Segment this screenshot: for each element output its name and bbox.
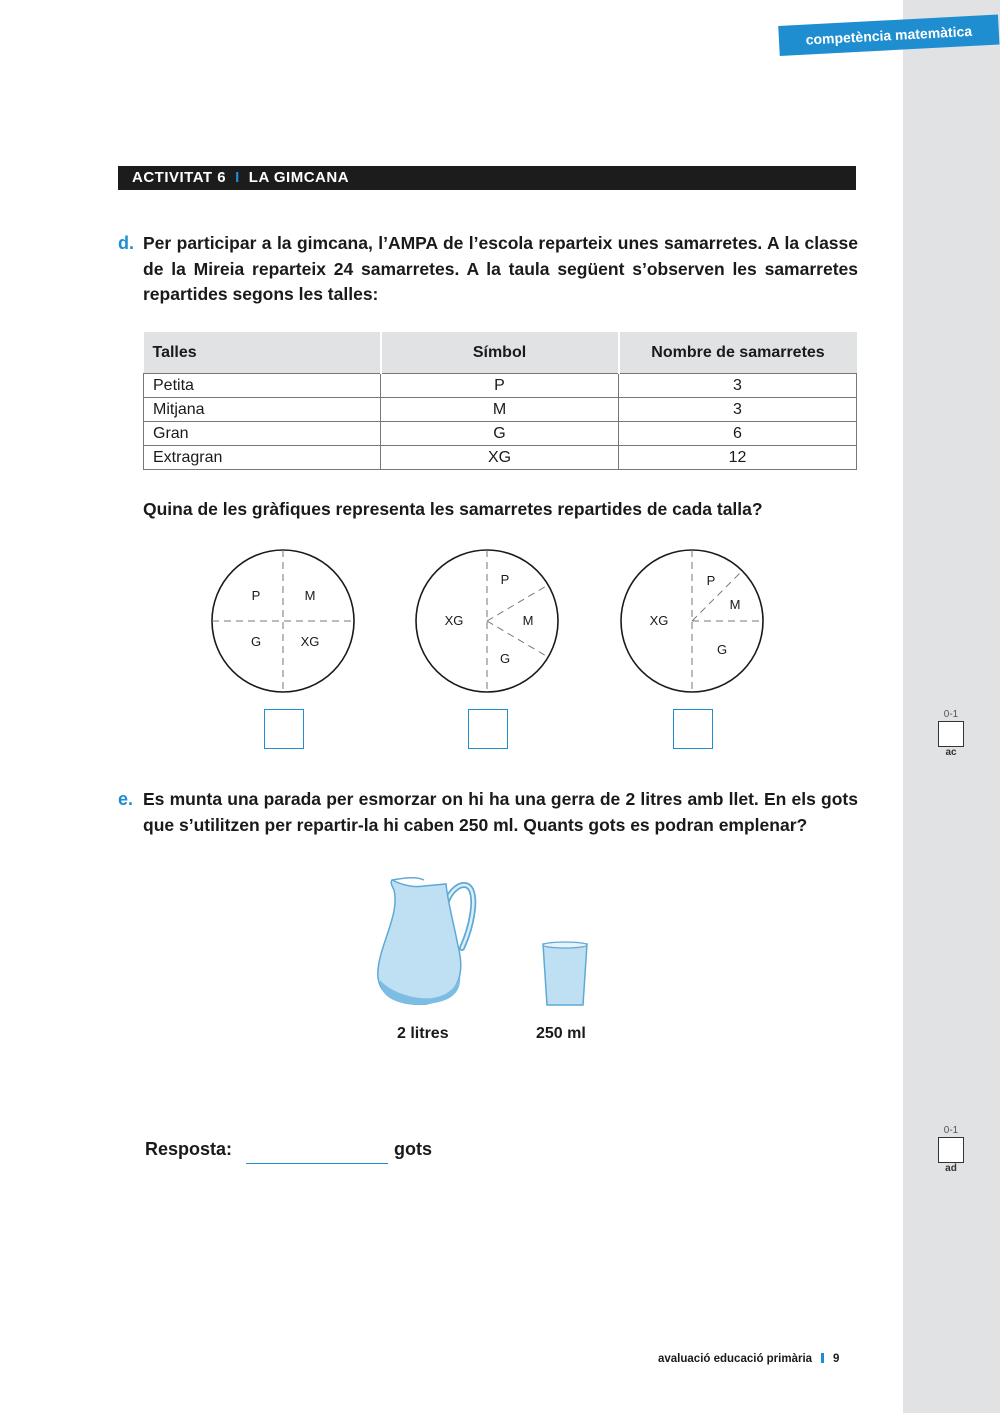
page-footer — [658, 1353, 839, 1365]
table-cell: G — [381, 422, 619, 446]
pie-c-label-g: G — [716, 642, 728, 657]
question-d-letter: d. — [118, 233, 134, 253]
pie-a-label-xg: XG — [300, 634, 320, 649]
pie-b-label-g: G — [499, 651, 511, 666]
score-box-ad — [938, 1125, 964, 1175]
table-cell: M — [381, 398, 619, 422]
glass-illustration — [541, 941, 589, 1008]
table-row — [144, 446, 857, 470]
pie-option-b — [414, 548, 560, 694]
pie-question: Quina de les gràfiques representa les samarretes repartides de cada talla? — [143, 499, 763, 519]
table-header-cell: Nombre de samarretes — [619, 332, 857, 374]
answer-unit: gots — [394, 1139, 432, 1159]
question-e-text: Es munta una parada per esmorzar on hi ha una gerra de 2 litres amb llet. En els gots que s’utilitzen per repartir-la hi caben 250 ml. Quants gots es podran emplenar? — [143, 789, 858, 835]
activity-number: ACTIVITAT 6 — [132, 169, 227, 186]
table-cell: 6 — [619, 422, 857, 446]
table-row — [144, 374, 857, 398]
table-cell: P — [381, 374, 619, 398]
pie-a-answer-box[interactable] — [264, 709, 304, 749]
score-code: ad — [945, 1163, 957, 1174]
table-row — [144, 422, 857, 446]
pie-b-label-p: P — [500, 572, 510, 587]
table-header-cell: Talles — [144, 332, 381, 374]
table-cell: Extragran — [144, 446, 381, 470]
table-cell: 12 — [619, 446, 857, 470]
table-cell: Mitjana — [144, 398, 381, 422]
header-separator: I — [235, 169, 240, 186]
score-code: ac — [945, 747, 957, 758]
pie-option-c — [619, 548, 765, 694]
pie-a-label-p: P — [251, 588, 261, 603]
jug-caption: 2 litres — [397, 1025, 449, 1042]
table-header-cell: Símbol — [381, 332, 619, 374]
footer-text: avaluació educació primària — [658, 1353, 813, 1365]
table-cell: Gran — [144, 422, 381, 446]
glass-caption: 250 ml — [536, 1025, 586, 1042]
pie-c-label-m: M — [729, 597, 741, 612]
table-header-row — [144, 332, 857, 374]
pie-a-label-g: G — [250, 634, 262, 649]
page-number: 9 — [833, 1353, 840, 1365]
pie-c-answer-box[interactable] — [673, 709, 713, 749]
table-cell: Petita — [144, 374, 381, 398]
score-range: 0-1 — [943, 709, 959, 720]
sizes-table — [143, 332, 857, 470]
activity-header — [118, 166, 856, 190]
score-checkbox[interactable] — [938, 1137, 964, 1163]
pie-option-a — [210, 548, 356, 694]
table-cell: XG — [381, 446, 619, 470]
pie-c-label-p: P — [706, 573, 716, 588]
table-cell: 3 — [619, 374, 857, 398]
jug-illustration — [370, 874, 482, 1008]
question-e-letter: e. — [118, 789, 134, 809]
footer-separator — [821, 1353, 824, 1363]
competence-tag: competència matemàtica — [778, 15, 999, 56]
pie-c-label-xg: XG — [649, 613, 669, 628]
score-range: 0-1 — [943, 1125, 959, 1136]
table-row — [144, 398, 857, 422]
question-d-text: Per participar a la gimcana, l’AMPA de l’escola reparteix unes samarretes. A la classe de la Mireia reparteix 24 samarretes. A la taula següent s’observen les samarretes repartides segons les talles: — [143, 233, 858, 304]
pie-b-label-xg: XG — [444, 613, 464, 628]
answer-blank[interactable] — [246, 1163, 388, 1164]
table-cell: 3 — [619, 398, 857, 422]
score-box-ac — [938, 709, 964, 759]
activity-title: LA GIMCANA — [248, 169, 350, 186]
score-checkbox[interactable] — [938, 721, 964, 747]
pie-a-label-m: M — [304, 588, 316, 603]
answer-label: Resposta: — [145, 1139, 233, 1159]
pie-b-answer-box[interactable] — [468, 709, 508, 749]
pie-b-label-m: M — [522, 613, 534, 628]
right-margin-band — [903, 0, 1000, 1413]
